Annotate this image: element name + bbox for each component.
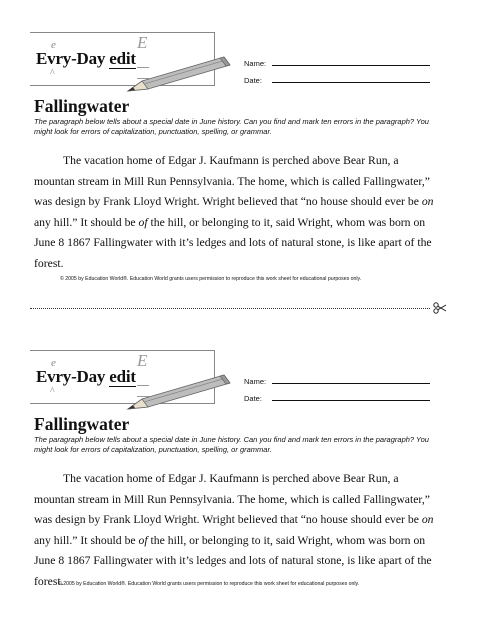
cut-line	[30, 308, 430, 309]
caret-mark: ^	[50, 386, 55, 397]
capital-mark: E	[137, 351, 148, 370]
pencil-icon	[126, 373, 234, 413]
proofreading-insert-mark: e	[51, 357, 56, 369]
logo-text: Evry-Day edit	[36, 49, 136, 68]
worksheet-top	[0, 0, 480, 290]
worksheet-title: Fallingwater	[34, 414, 130, 434]
date-field[interactable]: Date:	[244, 76, 262, 85]
copyright-credit: © 2005 by Education World®. Education World grants users permission to reproduce this work sheet for educational purposes only.	[58, 581, 360, 587]
worksheet-bottom	[0, 318, 480, 608]
edit-paragraph: The vacation home of Edgar J. Kaufmann is perched above Bear Run, a mountan stream in Mill Run Pennsylvania. The home, which is called Fallingwater,” was design by Frank Lloyd Wright. Wright believed that “no house should ever be on any hill.” It should be of the hill, or belonging to it, said Wright, whom was born on June 8 1867 Fallingwater with it’s ledges and lots of natural stone, is like apart of the forest.	[34, 154, 434, 270]
name-field[interactable]: Name:	[244, 59, 266, 68]
date-field[interactable]: Date:	[244, 394, 262, 403]
caret-mark: ^	[50, 68, 55, 79]
worksheet-title: Fallingwater	[34, 96, 130, 116]
evry-day-edit-logo	[30, 32, 215, 86]
proofreading-insert-mark: e	[51, 39, 56, 51]
edit-paragraph: The vacation home of Edgar J. Kaufmann is perched above Bear Run, a mountan stream in Mill Run Pennsylvania. The home, which is called Fallingwater,” was design by Frank Lloyd Wright. Wright believed that “no house should ever be on any hill.” It should be of the hill, or belonging to it, said Wright, whom was born on June 8 1867 Fallingwater with it’s ledges and lots of natural stone, is like apart of the forest.	[34, 472, 434, 588]
capital-mark: E	[137, 33, 148, 52]
scissors-icon	[433, 301, 447, 315]
name-field[interactable]: Name:	[244, 377, 266, 386]
instructions: The paragraph below tells about a special date in June history. Can you find and mark ten errors in the paragraph? You might look for errors of capitalization, punctuation, spelling, or grammar.	[34, 117, 429, 136]
logo-text: Evry-Day edit	[36, 367, 136, 386]
instructions: The paragraph below tells about a special date in June history. Can you find and mark ten errors in the paragraph? You might look for errors of capitalization, punctuation, spelling, or grammar.	[34, 435, 429, 454]
pencil-icon	[126, 55, 234, 95]
evry-day-edit-logo	[30, 350, 215, 404]
copyright-credit: © 2005 by Education World®. Education World grants users permission to reproduce this work sheet for educational purposes only.	[60, 276, 362, 282]
